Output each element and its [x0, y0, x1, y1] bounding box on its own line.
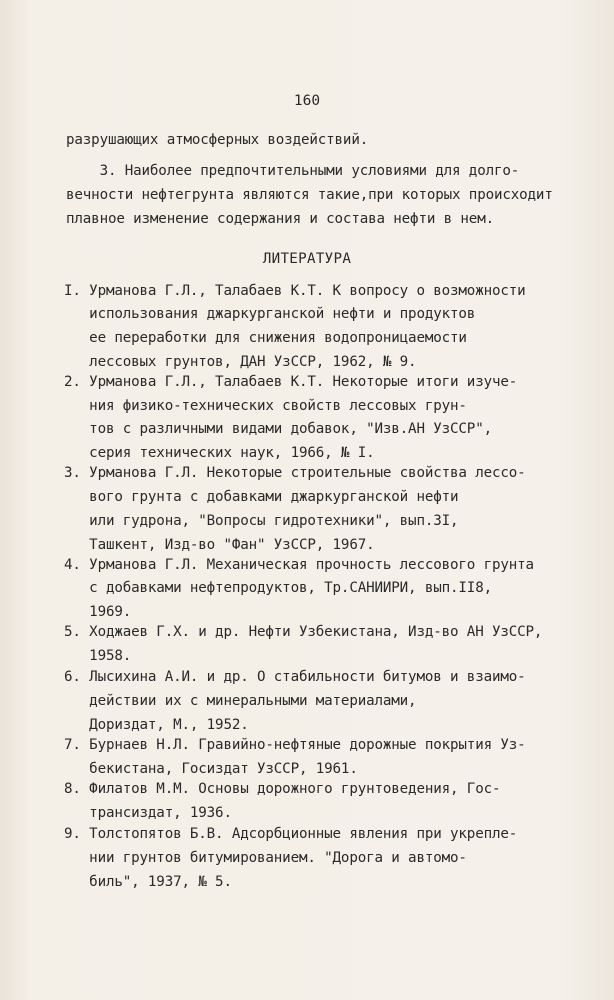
reference-line: бекистана, Госиздат УзССР, 1961. — [64, 761, 358, 777]
reference-line: 2. Урманова Г.Л., Талабаев К.Т. Некоторые итоги изуче- — [64, 374, 518, 390]
reference-line: с добавками нефтепродуктов, Тр.САНИИРИ, вып.II8, — [64, 580, 492, 596]
reference-line: 9. Толстопятов Б.В. Адсорбционные явления при укрепле- — [64, 826, 518, 842]
intro-line: вечности нефтегрунта являются такие,при которых происходит — [66, 187, 553, 203]
reference-line: или гудрона, "Вопросы гидротехники", вып.3I, — [64, 513, 459, 529]
intro-line: разрушающих атмосферных воздействий. — [66, 132, 369, 148]
reference-line: действии их с минеральными материалами, — [64, 693, 417, 709]
reference-line: вого грунта с добавками джаркурганской нефти — [64, 489, 459, 505]
reference-line: ния физико-технических свойств лессовых грун- — [64, 398, 467, 414]
reference-line: 5. Ходжаев Г.Х. и др. Нефти Узбекистана, Изд-во АН УзССР, — [64, 624, 543, 640]
intro-line: 3. Наиболее предпочтительными условиями для долго- — [66, 163, 520, 179]
reference-line: ее переработки для снижения водопроницаемости — [64, 330, 467, 346]
reference-line: 3. Урманова Г.Л. Некоторые строительные свойства лессо- — [64, 465, 526, 481]
reference-line: 8. Филатов М.М. Основы дорожного грунтоведения, Гос- — [64, 781, 501, 797]
reference-line: тов с различными видами добавок, "Изв.АН УзССР", — [64, 421, 492, 437]
reference-line: трансиздат, 1936. — [64, 805, 232, 821]
reference-line: 1969. — [64, 604, 132, 620]
reference-line: 6. Лысихина А.И. и др. О стабильности битумов и взаимо- — [64, 669, 526, 685]
reference-line: нии грунтов битумированием. "Дорога и автомо- — [64, 850, 467, 866]
reference-line: 4. Урманова Г.Л. Механическая прочность лессового грунта — [64, 557, 534, 573]
reference-line: использования джаркурганской нефти и продуктов — [64, 306, 476, 322]
reference-line: I. Урманова Г.Л., Талабаев К.Т. К вопросу о возможности — [64, 283, 526, 299]
page-number: 160 — [293, 93, 321, 109]
section-heading: ЛИТЕРАТУРА — [262, 251, 352, 267]
reference-line: 1958. — [64, 648, 132, 664]
reference-line: 7. Бурнаев Н.Л. Гравийно-нефтяные дорожные покрытия Уз- — [64, 737, 526, 753]
reference-line: лессовых грунтов, ДАН УзССР, 1962, № 9. — [64, 354, 417, 370]
reference-line: серия технических наук, 1966, № I. — [64, 445, 375, 461]
reference-line: Дориздат, М., 1952. — [64, 717, 249, 733]
reference-line: биль", 1937, № 5. — [64, 874, 232, 890]
reference-line: Ташкент, Изд-во "Фан" УзССР, 1967. — [64, 537, 375, 553]
intro-line: плавное изменение содержания и состава нефти в нем. — [66, 211, 494, 227]
